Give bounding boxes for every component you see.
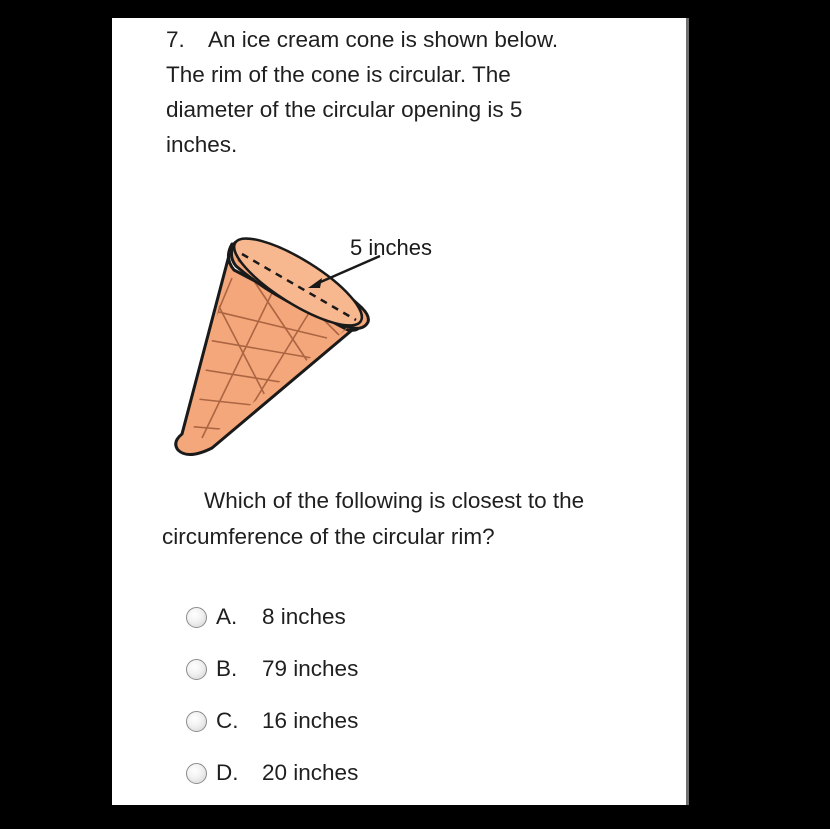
- question-number: 7.: [166, 27, 185, 52]
- radio-button-b[interactable]: [186, 659, 207, 680]
- question-line-1: An ice cream cone is shown below.: [208, 27, 559, 52]
- choice-b-text: 79 inches: [262, 656, 359, 681]
- prompt-line-1: Which of the following is closest to the: [204, 488, 585, 513]
- question-line-2: The rim of the cone is circular. The: [166, 62, 511, 87]
- prompt-text: [162, 483, 662, 555]
- worksheet-page: [112, 18, 686, 805]
- choice-d-letter: D.: [216, 760, 239, 785]
- radio-button-c[interactable]: [186, 711, 207, 732]
- choice-a-letter: A.: [216, 604, 238, 629]
- radio-button-d[interactable]: [186, 763, 207, 784]
- choice-a[interactable]: [186, 591, 606, 643]
- choice-c-letter: C.: [216, 708, 239, 733]
- question-text: [166, 22, 636, 162]
- label-pointer-line: [316, 256, 380, 284]
- choice-b-letter: B.: [216, 656, 238, 681]
- choice-b[interactable]: [186, 643, 606, 695]
- answer-choices: [186, 591, 606, 799]
- choice-c-text: 16 inches: [262, 708, 359, 733]
- prompt-line-2: circumference of the circular rim?: [162, 524, 495, 549]
- choice-d-text: 20 inches: [262, 760, 359, 785]
- question-line-3: diameter of the circular opening is 5: [166, 97, 523, 122]
- choice-a-text: 8 inches: [262, 604, 346, 629]
- radio-button-a[interactable]: [186, 607, 207, 628]
- ice-cream-cone-figure: [112, 198, 686, 478]
- choice-d[interactable]: [186, 747, 606, 799]
- choice-c[interactable]: [186, 695, 606, 747]
- diameter-label: 5 inches: [350, 235, 432, 260]
- question-line-4: inches.: [166, 132, 238, 157]
